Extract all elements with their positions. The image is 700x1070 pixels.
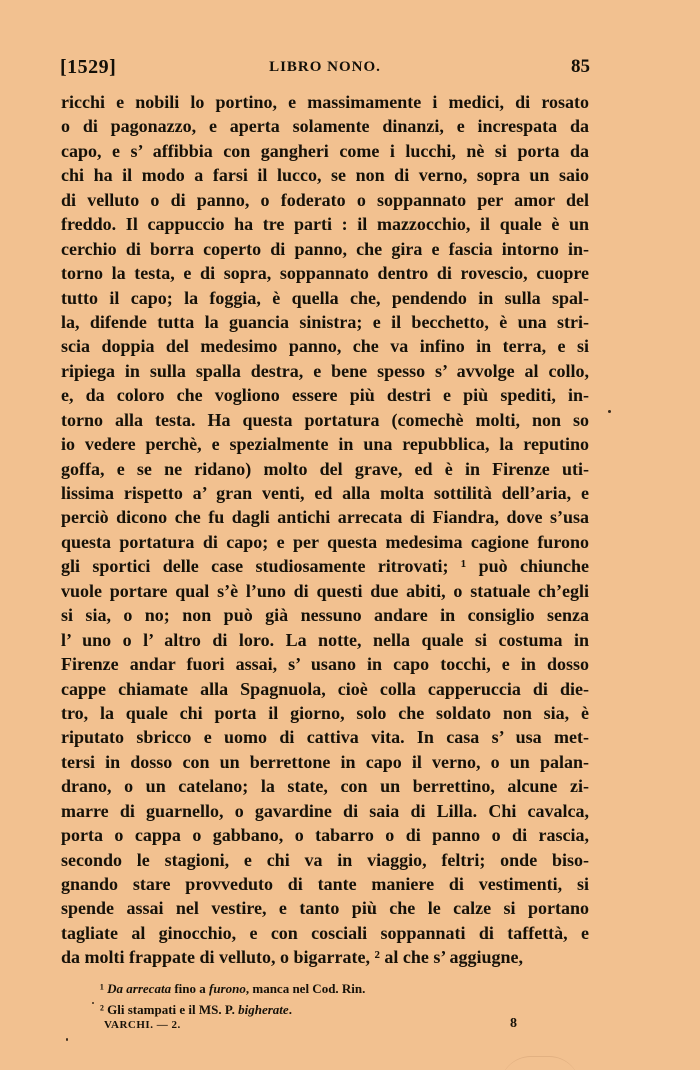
text-line: questa portatura di capo; e per questa medesima cagione furono <box>61 531 589 552</box>
footnote-italic: bigherate <box>238 1002 289 1017</box>
text-line: spende assai nel vestire, e tanto più che le calze si portano <box>61 898 589 919</box>
footnote-mark: ² <box>100 1002 104 1017</box>
book-title: LIBRO NONO. <box>269 59 381 75</box>
text-line: tersi in dosso con un berrettone in capo il verno, o un palan- <box>61 751 589 772</box>
text-line: cerchio di borra coperto di panno, che gira e fascia intorno in- <box>61 238 589 259</box>
text-line: gnando stare provveduto di tante maniere di vestimenti, si <box>61 874 589 894</box>
year-bracket: [1529] <box>60 56 117 78</box>
text-line: porta o cappa o gabbano, o tabarro o di panno o di rascia, <box>61 825 589 846</box>
footnote-italic: Da arrecata <box>107 981 172 996</box>
running-head <box>60 56 590 82</box>
text-line: riputato sbricco e uomo di cattiva vita. In casa s’ usa met- <box>61 727 589 748</box>
text-line: o di pagonazzo, e aperta solamente dinanzi, e increspata da <box>61 116 589 137</box>
text-line: lissima rispetto a’ gran venti, ed alla molta sottilità dell’aria, e <box>61 483 589 503</box>
footnotes <box>100 978 520 1020</box>
text-line: torno alla testa. Ha questa portatura (comechè molti, non so <box>61 409 589 430</box>
text-line: io vedere perchè, e spezialmente in una repubblica, la reputino <box>61 434 589 455</box>
text-line: l’ uno o l’ altro di loro. La notte, nella quale si costuma in <box>61 629 589 650</box>
paper-speck <box>608 410 611 413</box>
text-line: chi ha il modo a farsi il lucco, se non di verno, sopra un saio <box>61 165 589 186</box>
footnote-italic: furono <box>209 981 246 996</box>
text-line: la, difende tutta la guancia sinistra; e il becchetto, è una stri- <box>61 311 589 332</box>
text-line: tro, la quale chi porta il giorno, solo che soldato non sia, è <box>61 702 589 723</box>
footnote-mark: ¹ <box>100 981 104 996</box>
sheet-number: 8 <box>510 1016 517 1031</box>
footnote-text: fino a <box>171 981 209 996</box>
footnote-text: . <box>288 1002 292 1017</box>
text-line: tagliate al ginocchio, e con cosciali soppannati di taffettà, e <box>61 922 589 943</box>
text-line: perciò dicono che fu dagli antichi arrecata di Fiandra, dove s’usa <box>61 507 589 528</box>
footnote-text: Gli stampati e il MS. P. <box>103 1002 239 1017</box>
paper-speck <box>66 1038 68 1041</box>
text-line: da molti frappate di velluto, o bigarrate, ² al che s’ aggiugne, <box>61 947 524 968</box>
text-line: e, da coloro che vogliono essere più destri e più spediti, in- <box>61 385 589 406</box>
watermark-mark <box>500 1050 590 1070</box>
text-line: Firenze andar fuori assai, s’ usano in capo tocchi, e in dosso <box>61 654 589 675</box>
text-line: secondo le stagioni, e chi va in viaggio, feltri; onde biso- <box>61 849 589 870</box>
text-line: ricchi e nobili lo portino, e massimamente i medici, di rosato <box>61 92 589 112</box>
paper-speck <box>92 1002 94 1004</box>
text-line: tutto il capo; la foggia, è quella che, pendendo in sulla spal- <box>61 287 589 308</box>
text-line: si sia, o no; non può già nessuno andare in consiglio senza <box>61 605 589 626</box>
page-number: 85 <box>571 56 590 77</box>
footnote-1 <box>100 978 520 999</box>
text-line: vuole portare qual s’è l’uno di questi due abiti, o statuale ch’egli <box>61 580 589 601</box>
text-line: di velluto o di panno, o foderato o soppannato per amor del <box>61 189 589 210</box>
text-line: drano, o un catelano; la state, con un berrettino, alcune zi- <box>61 776 589 797</box>
text-line: goffa, e se ne ridano) molto del grave, ed è in Firenze uti- <box>61 458 589 479</box>
text-line: ripiega in sulla spalla destra, e bene spesso s’ avvolge al collo, <box>61 360 589 381</box>
printer-signature: VARCHI. — 2. <box>104 1019 181 1031</box>
text-line: capo, e s’ affibbia con gangheri come i lucchi, nè si porta da <box>61 140 589 161</box>
text-line: torno la testa, e di sopra, soppannato dentro di rovescio, cuopre <box>61 263 589 284</box>
footnote-2 <box>100 999 520 1020</box>
text-line: freddo. Il cappuccio ha tre parti : il mazzocchio, il quale è un <box>61 214 589 235</box>
body-text <box>61 90 589 970</box>
text-line: gli sportici delle case studiosamente ritrovati; ¹ può chiunche <box>61 556 589 577</box>
text-line: cappe chiamate alla Spagnuola, cioè colla capperuccia di die- <box>61 678 589 699</box>
text-line: marre di guarnello, o gavardine di saia di Lilla. Chi cavalca, <box>61 800 589 821</box>
footnote-text: , manca nel Cod. Rin. <box>245 981 366 996</box>
text-line: scia doppia del medesimo panno, che va infino in terra, e si <box>61 336 589 357</box>
